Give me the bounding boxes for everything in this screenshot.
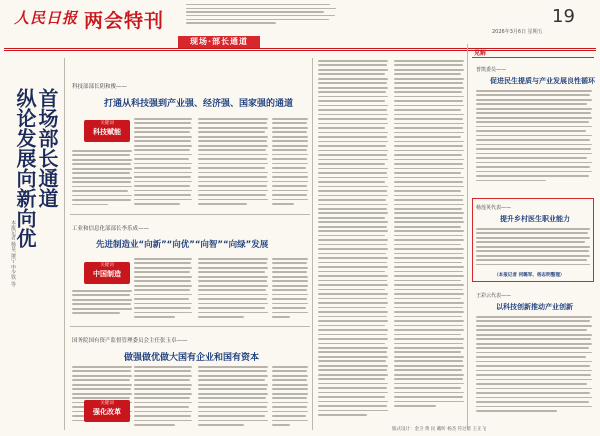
article-body xyxy=(134,118,192,208)
main-title-line: 首场部长通道 xyxy=(35,88,59,208)
article-body xyxy=(272,258,308,320)
column-divider xyxy=(64,58,65,430)
right-item-body xyxy=(476,90,592,190)
newspaper-logo: 人民日报 xyxy=(14,9,79,27)
issue-date: 2026年3月6日 星期五 xyxy=(492,29,543,35)
keyword-badge xyxy=(84,400,130,422)
keyword-badge xyxy=(84,262,130,284)
keyword-badge xyxy=(84,120,130,142)
masthead xyxy=(0,0,600,44)
section-divider xyxy=(70,214,310,215)
section-kicker: 科技部部长阴和俊—— xyxy=(72,84,128,90)
boxed-byline: （本报记者 何璐军、杨志明整理） xyxy=(494,273,565,278)
page-number: 19 xyxy=(552,6,575,27)
section-kicker: 国务院国有资产监督管理委员会主任张玉卓—— xyxy=(72,338,188,344)
article-body xyxy=(198,118,268,208)
right-item-body xyxy=(476,228,590,270)
article-body xyxy=(72,150,132,208)
section-kicker: 工业和信息化部部长李乐成—— xyxy=(72,226,150,232)
page-main-title xyxy=(12,88,58,418)
right-item-kicker: 普凯委员—— xyxy=(476,67,507,73)
section-headline: 先进制造业“向新”“向优”“向智”“向绿”发展 xyxy=(96,240,269,250)
right-item-headline: 提升乡村医生职业能力 xyxy=(500,215,570,223)
article-body xyxy=(272,366,308,428)
header-rule-thin xyxy=(4,50,596,51)
header-rule xyxy=(4,48,596,49)
byline: 本报记者 杨昊 屠宁 申少铁 等 xyxy=(10,220,16,287)
article-body xyxy=(134,366,192,428)
continued-article-body xyxy=(394,60,464,426)
right-item-headline: 促进民生提质与产业发展良性循环 xyxy=(490,77,595,85)
badge-label: 关键词 xyxy=(100,263,114,268)
badge-label: 关键词 xyxy=(100,121,114,126)
seeker-section-label: 见解 xyxy=(474,50,487,57)
column-divider xyxy=(467,44,468,430)
badge-keyword: 强化改革 xyxy=(93,408,121,416)
left-title-column xyxy=(4,60,62,432)
badge-keyword: 科技赋能 xyxy=(93,128,121,136)
article-body xyxy=(272,118,308,208)
right-item-body xyxy=(476,316,592,420)
section-divider xyxy=(70,326,310,327)
article-body xyxy=(198,258,268,320)
badge-keyword: 中国制造 xyxy=(93,270,121,278)
article-body xyxy=(134,258,192,320)
right-item-kicker: 王彩云代表—— xyxy=(476,293,512,299)
continued-article-body xyxy=(318,60,388,426)
main-title-line: 纵论发展向新向优 xyxy=(13,88,37,248)
badge-label: 关键词 xyxy=(100,401,114,406)
section-headline: 打通从科技强到产业强、经济强、国家强的通道 xyxy=(104,99,294,109)
section-banner: 现场·部长通道 xyxy=(178,36,260,48)
right-item-kicker: 杨莲英代表—— xyxy=(476,205,512,211)
section-headline: 做强做优做大国有企业和国有资本 xyxy=(124,353,260,363)
article-body xyxy=(72,290,132,320)
header-intro-text xyxy=(186,4,336,36)
layout-credits: 版式设计：金卫 黄 民 戴昕 杨杰 符过者 王正飞 xyxy=(392,427,487,432)
right-item-headline: 以科技创新推动产业创新 xyxy=(496,303,573,311)
column-divider xyxy=(312,58,313,430)
special-edition-title: 两会特刊 xyxy=(84,10,165,32)
article-body xyxy=(198,366,268,428)
right-header-rule xyxy=(472,57,594,58)
